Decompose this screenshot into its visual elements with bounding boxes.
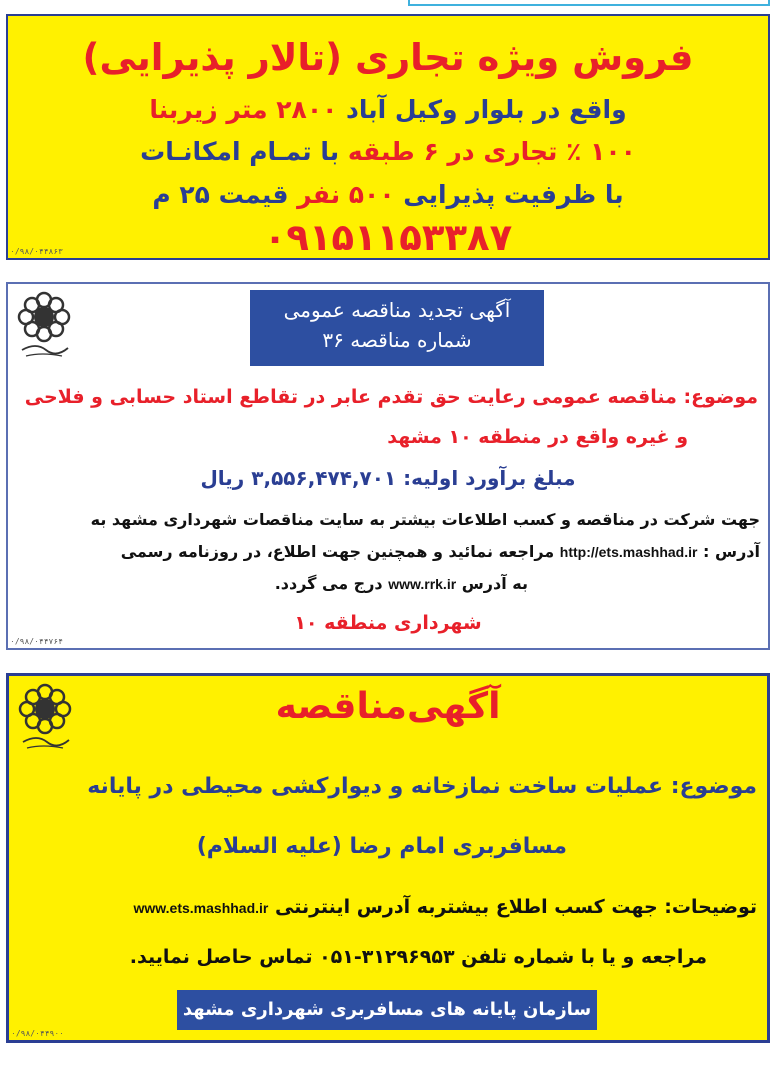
ad3-description <box>19 896 757 918</box>
ad3-code: ۰/۹۸/۰۴۴۹۰۰ <box>11 1029 64 1038</box>
ad2-subject-line2: و غیره واقع در منطقه ۱۰ مشهد <box>387 426 688 448</box>
ad2-header-title: آگهی تجدید مناقصه عمومی <box>283 298 511 322</box>
ad2-ets-link[interactable]: http://ets.mashhad.ir <box>559 544 698 560</box>
ad2-body-line2-rest: مراجعه نمائید و همچنین جهت اطلاع، در روزنامه رسمی <box>120 542 560 561</box>
ad1-line2 <box>8 137 768 166</box>
ad2-body-line3 <box>16 574 528 593</box>
ad1-line2-facilities: با تمـام امکانـات <box>140 137 348 166</box>
ad3-ets-link[interactable]: www.ets.mashhad.ir <box>133 900 269 916</box>
ad1-title: فروش ویژه تجاری (تالار پذیرایی) <box>82 36 694 79</box>
ad2-header-number: شماره مناقصه ۳۶ <box>322 328 472 352</box>
ad2-address-label: آدرس : <box>697 542 760 561</box>
ad1-line1-area: ۲۸۰۰ متر زیربنا <box>149 95 338 124</box>
ad3-description-text: توضیحات: جهت کسب اطلاع بیشتربه آدرس اینترنتی <box>268 896 757 918</box>
ad1-code: ۰/۹۸/۰۴۴۸۶۳ <box>10 247 63 256</box>
ad1-line3-price: قیمت ۲۵ م <box>152 180 298 209</box>
municipality-logo-icon <box>16 290 72 362</box>
ad3-subject-line1: موضوع: عملیات ساخت نمازخانه و دیوارکشی محیطی در پایانه <box>87 774 757 799</box>
ad2-rrk-label: به آدرس <box>456 574 528 593</box>
ad1-line3 <box>8 180 768 209</box>
ad-tender-renewal <box>6 282 770 650</box>
ad2-header <box>250 290 544 366</box>
ad-tender-terminal <box>6 673 770 1043</box>
ad3-subject-line2: مسافربری امام رضا (علیه السلام) <box>196 834 567 859</box>
ad3-title: آگهی‌مناقصه <box>275 686 501 727</box>
ad2-signature: شهرداری منطقه ۱۰ <box>294 612 482 634</box>
ad1-line2-floors: ۱۰۰ ٪ تجاری در ۶ طبقه <box>347 137 636 166</box>
ad2-amount: مبلغ برآورد اولیه: ۳,۵۵۶,۴۷۴,۷۰۱ ریال <box>200 466 576 490</box>
ad1-line3-capacity-label: با ظرفیت پذیرایی <box>394 180 624 209</box>
ad-commercial-sale <box>6 14 770 260</box>
ad2-subject-line1: موضوع: مناقصه عمومی رعایت حق تقدم عابر در تقاطع استاد حسابی و فلاحی <box>24 386 758 408</box>
ad1-line1-location: واقع در بلوار وکیل آباد <box>337 95 627 124</box>
ad2-code: ۰/۹۸/۰۴۴۷۶۴ <box>10 637 63 646</box>
ad2-rrk-link[interactable]: www.rrk.ir <box>388 576 457 592</box>
ad3-footer-org: سازمان پایانه های مسافربری شهرداری مشهد <box>177 990 597 1030</box>
ad1-phone: ۰۹۱۵۱۱۵۳۳۸۷ <box>263 216 513 259</box>
ad2-body-line1: جهت شرکت در مناقصه و کسب اطلاعات بیشتر به سایت مناقصات شهرداری مشهد به <box>90 510 760 529</box>
top-border-strip <box>408 0 770 6</box>
ad2-body-line3-rest: درج می گردد. <box>274 574 389 593</box>
ad3-contact: مراجعه و یا با شماره تلفن ۳۱۲۹۶۹۵۳-۰۵۱ تماس حاصل نمایید. <box>129 946 707 968</box>
ad1-line3-capacity: ۵۰۰ نفر <box>297 180 395 209</box>
ad2-body-line2 <box>16 542 760 561</box>
ad1-line1 <box>8 95 768 124</box>
